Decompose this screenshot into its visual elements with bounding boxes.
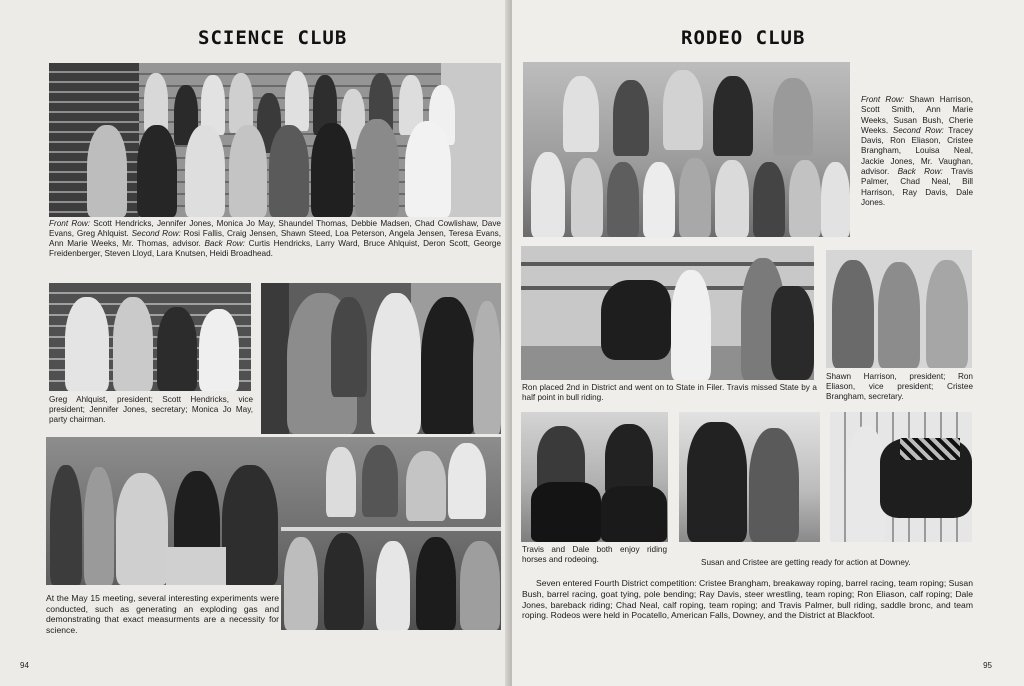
rodeo-downey-photo-2 [830, 412, 972, 542]
rodeo-club-title: RODEO CLUB [681, 27, 806, 49]
rodeo-riders-photo [521, 412, 668, 542]
science-officers-photo [49, 283, 251, 391]
rodeo-competition-text: Seven entered Fourth District competition: Cristee Brangham, breakaway roping, barrel racing, team roping; Susan Bush, barrel racing, goat tying, pole bending; Ray Davis, steer wrestling, team roping; Ron Eliason, calf roping; Dale Jones, bareback riding; Chad Neal, calf roping, team roping; and Travis Palmer, bull riding, saddle bronc, and team roping. Rodeos were held in Pocatello, American Falls, Downey, and the District at Blackfoot. [522, 578, 973, 621]
rodeo-riders-caption: Travis and Dale both enjoy riding horses and rodeoing. [522, 545, 667, 564]
rodeo-downey-caption: Susan and Cristee are getting ready for action at Downey. [701, 558, 911, 567]
left-page-number: 94 [20, 661, 29, 670]
rodeo-officers-photo [826, 250, 972, 368]
rodeo-officers-caption: Shawn Harrison, president; Ron Eliason, vice president; Cristee Brangham, secretary. [826, 372, 973, 401]
left-page [0, 0, 510, 686]
rodeo-horse-caption: Ron placed 2nd in District and went on to State in Filer. Travis missed State by a half point in bull riding. [522, 383, 817, 402]
science-officers-caption: Greg Ahlquist, president; Scott Hendricks, vice president; Jennifer Jones, secretary; Monica Jo May, party chairman. [49, 395, 253, 424]
science-meeting-caption: At the May 15 meeting, several interesting experiments were conducted, such as generating an exploding gas and demonstrating that exact measurments are a necessity for science. [46, 593, 279, 635]
rodeo-horse-photo [521, 246, 814, 380]
science-club-group-photo [49, 63, 501, 217]
science-club-group-caption: Front Row: Scott Hendricks, Jennifer Jones, Monica Jo May, Shaundel Thomas, Debbie Madsen, Chad Cowlishaw, Dave Evans, Greg Ahlquist. Second Row: Rosi Fallis, Craig Jensen, Shawn Steed, Loa Peterson, Angela Jensen, Teresa Evans, Ann Marie Weeks, Mr. Thomas, advisor. Back Row: Curtis Hendricks, Larry Ward, Bruce Ahlquist, Deron Scott, George Freidenberger, Steven Lloyd, Lara Knutsen, Heidi Broadhead. [49, 219, 502, 258]
right-page-number: 95 [983, 661, 992, 670]
science-club-title: SCIENCE CLUB [198, 27, 348, 49]
right-page [512, 0, 1024, 686]
rodeo-club-group-caption: Front Row: Shawn Harrison, Scott Smith, Ann Marie Weeks, Susan Bush, Cherie Weeks. Second Row: Tracey Davis, Ron Eliason, Cristee Brangham, Louisa Neal, Jackie Jones, Mr. Vaughan, advisor. Back Row: Travis Palmer, Chad Neal, Bill Harrison, Ray Davis, Dale Jones. [861, 95, 973, 207]
rodeo-downey-photo-1 [679, 412, 820, 542]
science-classroom-photo [261, 283, 501, 434]
rodeo-club-group-photo [523, 62, 850, 237]
